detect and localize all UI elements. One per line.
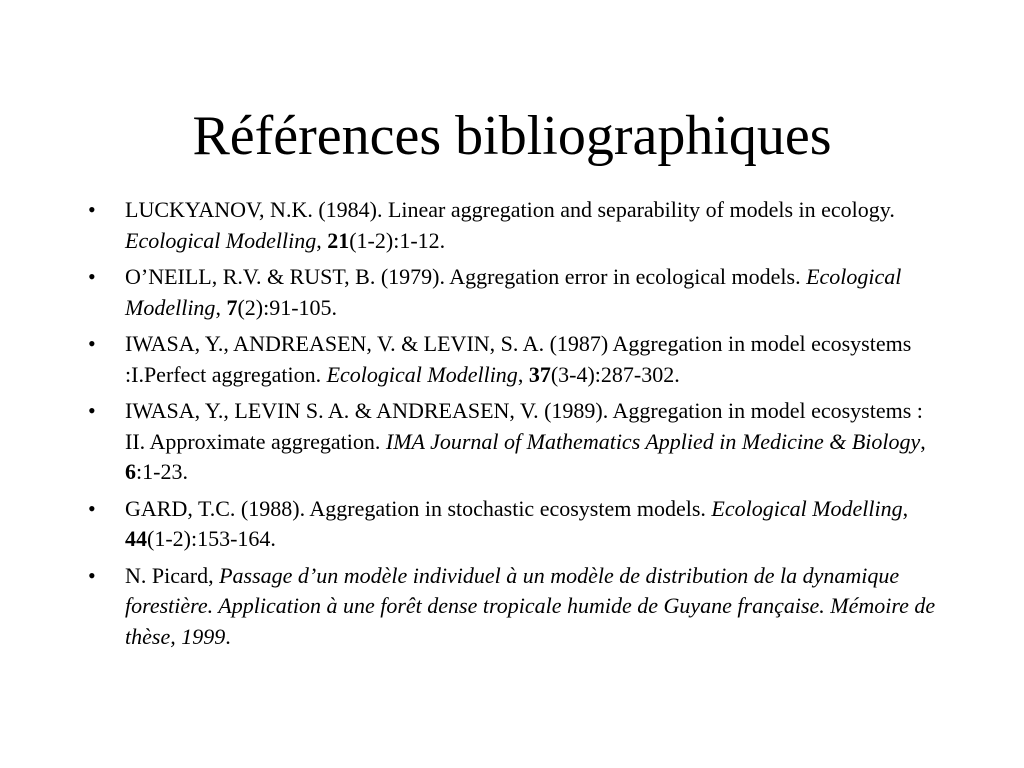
reference-journal: Ecological Modelling (125, 264, 902, 320)
reference-journal: Ecological Modelling (125, 227, 317, 253)
reference-journal: Passage d’un modèle individuel à un modèle de distribution de la dynamique forestière. Application à une forêt dense tropicale humide de Guyane française. Mémoire de thèse, 1999 (125, 562, 936, 649)
bullet-icon: • (88, 398, 96, 423)
slide-title: Références bibliographiques (192, 105, 832, 167)
reference-item (88, 494, 938, 555)
reference-separator: , (517, 361, 529, 387)
reference-text: N. Picard, (125, 562, 220, 588)
reference-text: IWASA, Y., ANDREASEN, V. & LEVIN, S. A. (1987) Aggregation in model ecosystems :I.Perfect aggregation. (125, 331, 912, 387)
reference-volume: 7 (226, 294, 238, 320)
reference-text: O’NEILL, R.V. & RUST, B. (1979). Aggregation error in ecological models. (125, 264, 807, 289)
reference-text: IWASA, Y., LEVIN S. A. & ANDREASEN, V. (1989). Aggregation in model ecosystems : II. Approximate aggregation. (125, 398, 923, 454)
reference-journal: Ecological Modelling (711, 495, 903, 521)
reference-separator: , (902, 495, 909, 521)
reference-pages: . (225, 623, 231, 649)
bullet-icon: • (88, 197, 96, 222)
reference-item (88, 195, 938, 256)
reference-pages: (3-4):287-302. (550, 361, 680, 387)
reference-separator: , (316, 227, 328, 253)
reference-volume: 6 (125, 459, 136, 484)
reference-pages: (1-2):1-12. (349, 227, 446, 253)
reference-item (88, 262, 938, 323)
bullet-icon: • (88, 331, 96, 356)
reference-pages: (1-2):153-164. (147, 526, 276, 551)
reference-volume: 37 (528, 361, 551, 387)
reference-pages: (2):91-105. (237, 294, 338, 320)
reference-text: GARD, T.C. (1988). Aggregation in stochastic ecosystem models. (125, 495, 712, 521)
bullet-icon: • (88, 495, 96, 521)
reference-journal: IMA Journal of Mathematics Applied in Medicine & Biology (385, 428, 921, 454)
reference-pages: :1-23. (136, 459, 188, 484)
reference-item (88, 396, 938, 488)
reference-item (88, 561, 938, 653)
reference-separator: , (215, 294, 227, 320)
reference-volume: 44 (125, 526, 147, 551)
bullet-icon: • (88, 562, 96, 588)
reference-volume: 21 (327, 227, 350, 253)
reference-list (88, 195, 938, 658)
reference-journal: Ecological Modelling (326, 361, 518, 387)
reference-item (88, 329, 938, 390)
reference-separator: , (920, 428, 926, 454)
bullet-icon: • (88, 264, 96, 289)
reference-text: LUCKYANOV, N.K. (1984). Linear aggregation and separability of models in ecology. (125, 197, 895, 222)
